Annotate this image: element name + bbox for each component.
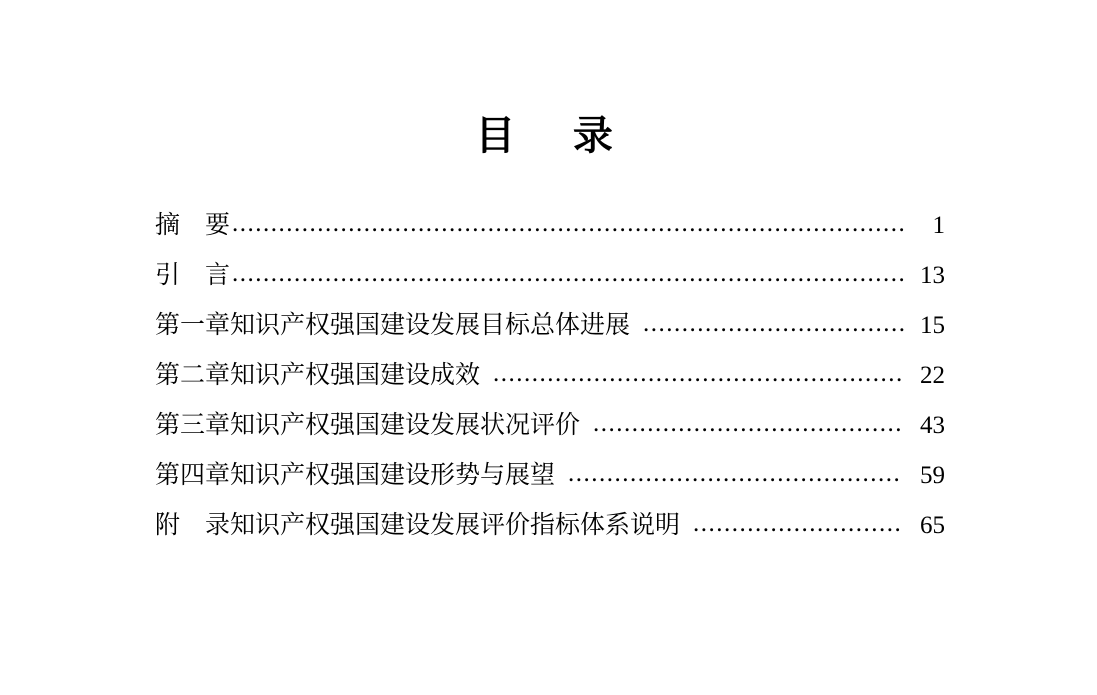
toc-entry-page: 59 [920, 462, 945, 489]
toc-leader-dots: ........................................ [593, 411, 904, 436]
toc-entry-chapter: 知识产权强国建设发展评价指标体系说明 [230, 512, 681, 539]
toc-entry-page: 65 [920, 512, 945, 539]
toc-leader-dots: .................................. [643, 311, 907, 336]
toc-leader-dots: ....................................................................................... [232, 211, 907, 236]
toc-entry-6[interactable] [155, 513, 945, 538]
toc-leader-dots: ........................... [693, 511, 903, 536]
toc-entry-chapter: 知识产权强国建设成效 [230, 362, 481, 389]
toc-entry-label: 第一章 [155, 312, 231, 339]
page-title: 目 录 [475, 113, 622, 158]
toc-entry-label: 第三章 [155, 412, 231, 439]
toc-entry-chapter: 知识产权强国建设发展状况评价 [230, 412, 581, 439]
toc-entry-label: 附 录 [155, 512, 231, 539]
toc-entry-1[interactable] [155, 263, 945, 288]
toc-entry-label: 第四章 [155, 462, 231, 489]
table-of-contents [155, 213, 945, 538]
toc-entry-label: 摘 要 [155, 212, 231, 239]
toc-entry-chapter: 知识产权强国建设形势与展望 [230, 462, 556, 489]
toc-entry-chapter: 知识产权强国建设发展目标总体进展 [230, 312, 631, 339]
toc-entry-page: 13 [920, 262, 945, 289]
toc-leader-dots: ........................................... [568, 461, 902, 486]
toc-entry-4[interactable] [155, 413, 945, 438]
toc-entry-2[interactable] [155, 313, 945, 338]
toc-leader-dots: ..................................................... [493, 361, 904, 386]
toc-entry-label: 第二章 [155, 362, 231, 389]
toc-leader-dots: ....................................................................................... [232, 261, 907, 286]
toc-entry-5[interactable] [155, 463, 945, 488]
toc-entry-3[interactable] [155, 363, 945, 388]
toc-entry-0[interactable] [155, 213, 945, 238]
toc-entry-page: 1 [932, 212, 945, 239]
toc-entry-page: 43 [920, 412, 945, 439]
toc-entry-page: 22 [920, 362, 945, 389]
toc-entry-label: 引 言 [155, 262, 231, 289]
toc-entry-page: 15 [920, 312, 945, 339]
